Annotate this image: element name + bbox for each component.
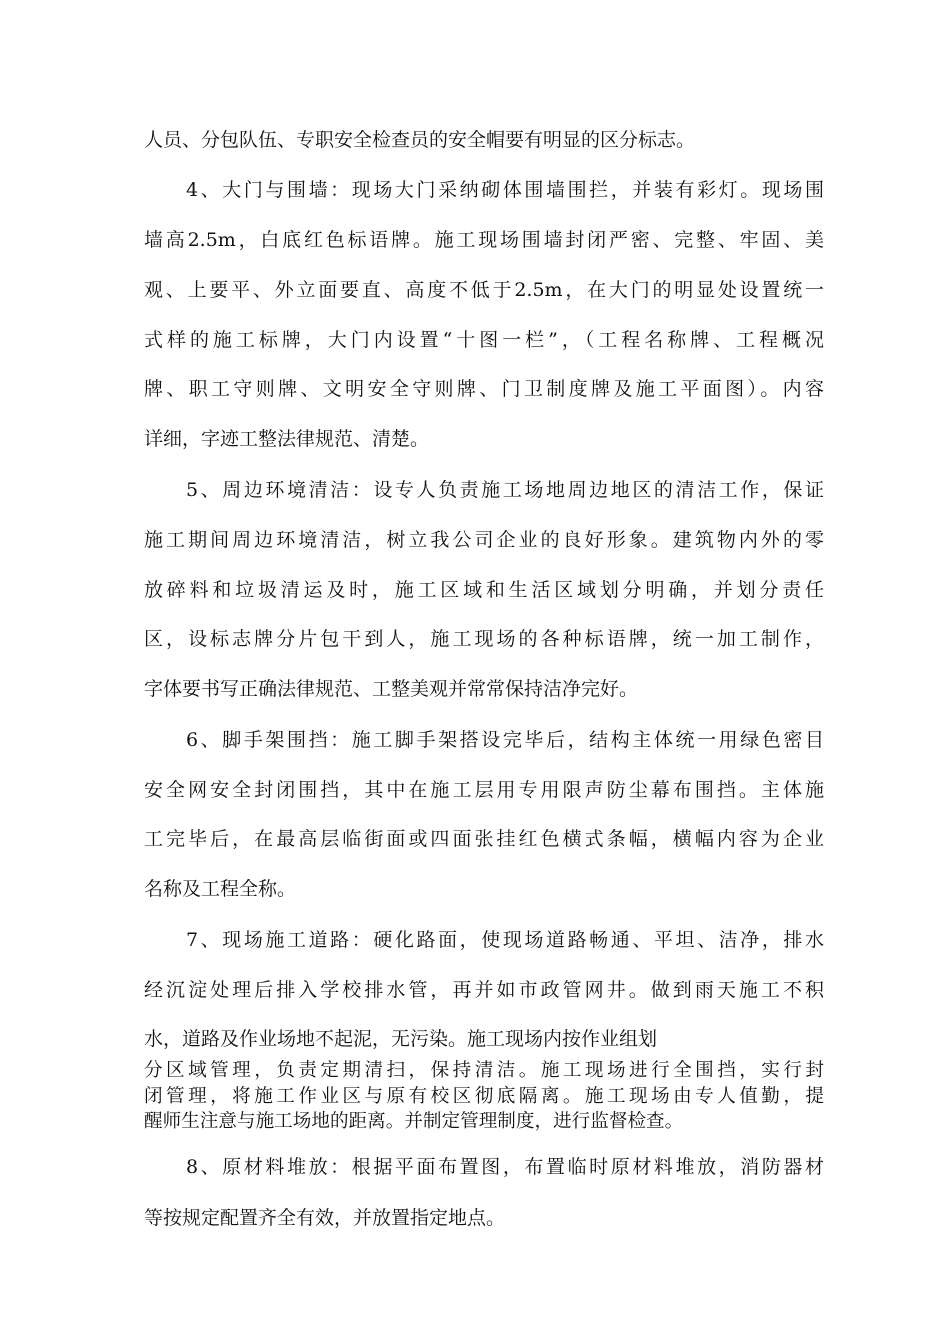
paragraph-6-heading-line: 6、脚手架围挡：施工脚手架搭设完毕后，结构主体统一用绿色密目 (186, 729, 824, 751)
text-line: 墙高2.5m，白底红色标语牌。施工现场围墙封闭严密、完整、牢固、美 (144, 229, 824, 251)
text-line: 放碎料和垃圾清运及时，施工区域和生活区域划分明确，并划分责任 (144, 579, 824, 601)
text-line: 闭管理，将施工作业区与原有校区彻底隔离。施工现场由专人值勤，提 (144, 1086, 824, 1107)
paragraph-5-heading-line: 5、周边环境清洁：设专人负责施工场地周边地区的清洁工作，保证 (186, 479, 824, 501)
paragraph-7-heading-line: 7、现场施工道路：硬化路面，使现场道路畅通、平坦、洁净，排水 (186, 929, 824, 951)
text-line: 安全网安全封闭围挡，其中在施工层用专用限声防尘幕布围挡。主体施 (144, 779, 824, 801)
text-line: 人员、分包队伍、专职安全检查员的安全帽要有明显的区分标志。 (144, 129, 696, 151)
paragraph-4-heading-line: 4、大门与围墙：现场大门采纳砌体围墙围拦，并装有彩灯。现场围 (186, 179, 824, 201)
text-line: 分区域管理，负责定期清扫，保持清洁。施工现场进行全围挡，实行封 (144, 1060, 824, 1081)
text-line: 牌、职工守则牌、文明安全守则牌、门卫制度牌及施工平面图）。内容 (144, 378, 824, 400)
text-line: 详细，字迹工整法律规范、清楚。 (144, 428, 430, 450)
text-line: 醒师生注意与施工场地的距离。并制定管理制度，进行监督检查。 (144, 1111, 684, 1132)
text-line: 施工期间周边环境清洁，树立我公司企业的良好形象。建筑物内外的零 (144, 529, 824, 551)
text-line: 字体要书写正确法律规范、工整美观并常常保持洁净完好。 (144, 678, 639, 700)
text-line: 等按规定配置齐全有效，并放置指定地点。 (144, 1207, 506, 1229)
text-line: 水，道路及作业场地不起泥，无污染。施工现场内按作业组划 (144, 1028, 658, 1050)
text-line: 经沉淀处理后排入学校排水管，再并如市政管网井。做到雨天施工不积 (144, 979, 824, 1001)
text-line: 区，设标志牌分片包干到人，施工现场的各种标语牌，统一加工制作， (144, 628, 824, 650)
text-line: 观、上要平、外立面要直、高度不低于2.5m，在大门的明显处设置统一 (144, 279, 824, 301)
paragraph-8-heading-line: 8、原材料堆放：根据平面布置图，布置临时原材料堆放，消防器材 (186, 1156, 824, 1178)
text-line: 工完毕后，在最高层临街面或四面张挂红色横式条幅，横幅内容为企业 (144, 828, 824, 850)
text-line: 名称及工程全称。 (144, 878, 297, 900)
text-line: 式样的施工标牌，大门内设置“十图一栏”，（工程名称牌、工程概况 (144, 329, 824, 351)
